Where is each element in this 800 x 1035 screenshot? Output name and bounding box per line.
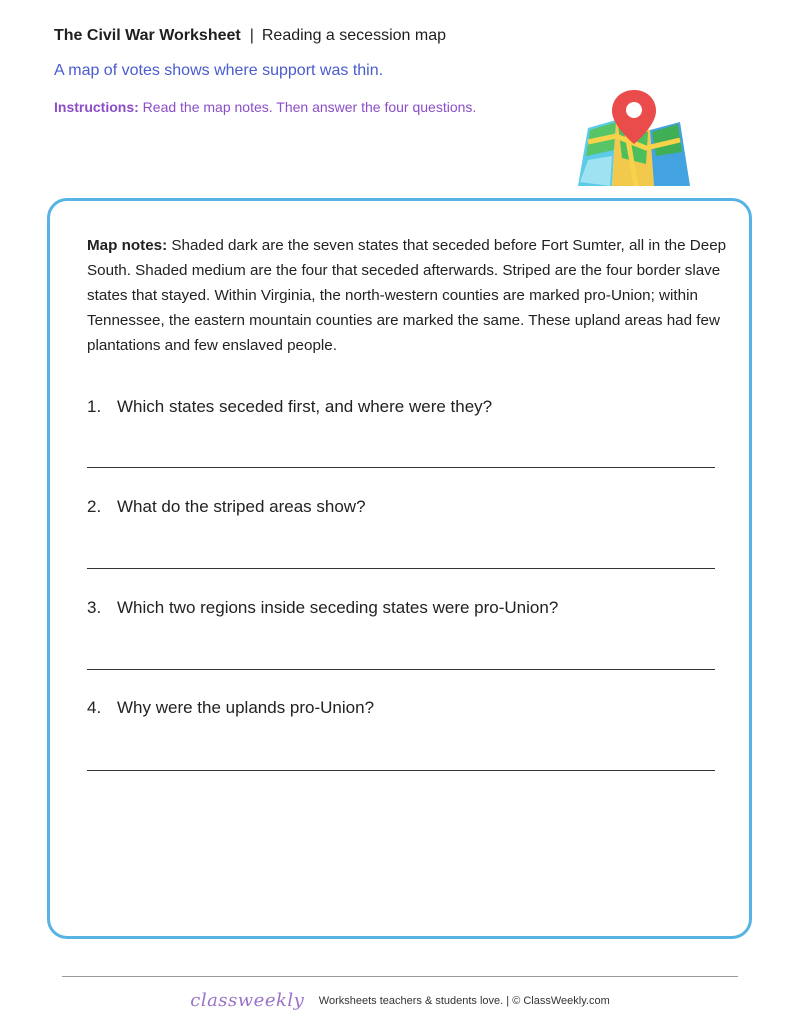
question-number: 1. (87, 397, 102, 416)
question-text: Why were the uplands pro-Union? (117, 698, 375, 717)
worksheet-card (47, 198, 752, 939)
answer-line-3[interactable] (87, 669, 715, 670)
instructions (54, 98, 476, 116)
question-number: 4. (87, 698, 102, 717)
map-notes-text: Shaded dark are the seven states that seceded before Fort Sumter, all in the Deep South. Shaded medium are the four that seceded afterwards. Striped are the four border slave states that stayed. Within Virginia, the north-western counties are marked pro-Union; within Tennessee, the eastern mountain counties are marked the same. These upland areas had few plantations and few enslaved people. (87, 237, 727, 354)
question-2 (87, 496, 717, 518)
worksheet-name: The Civil War Worksheet (54, 27, 241, 44)
answer-line-2[interactable] (87, 568, 715, 569)
map-pin-icon (576, 86, 692, 190)
question-4 (87, 697, 717, 719)
footer-divider (62, 976, 738, 977)
question-number: 2. (87, 497, 102, 516)
question-text: Which two regions inside seceding states were pro-Union? (117, 598, 559, 617)
footer-tagline: Worksheets teachers & students love. | © ClassWeekly.com (318, 994, 610, 1007)
worksheet-header (54, 26, 446, 46)
map-notes (87, 233, 727, 358)
instructions-label: Instructions: (54, 99, 139, 115)
footer (0, 990, 800, 1011)
map-notes-label: Map notes: (87, 237, 168, 254)
answer-line-4[interactable] (87, 770, 715, 771)
instructions-text: Read the map notes. Then answer the four questions. (142, 99, 477, 115)
question-1 (87, 396, 717, 418)
answer-line-1[interactable] (87, 467, 715, 468)
brand-logo: classweekly (190, 990, 305, 1011)
question-text: What do the striped areas show? (117, 497, 366, 516)
question-text: Which states seceded first, and where were they? (117, 397, 493, 416)
question-number: 3. (87, 598, 102, 617)
header-separator: | (249, 27, 254, 44)
question-3 (87, 597, 717, 619)
worksheet-subtitle: A map of votes shows where support was thin. (54, 62, 384, 79)
worksheet-topic: Reading a secession map (261, 27, 446, 44)
